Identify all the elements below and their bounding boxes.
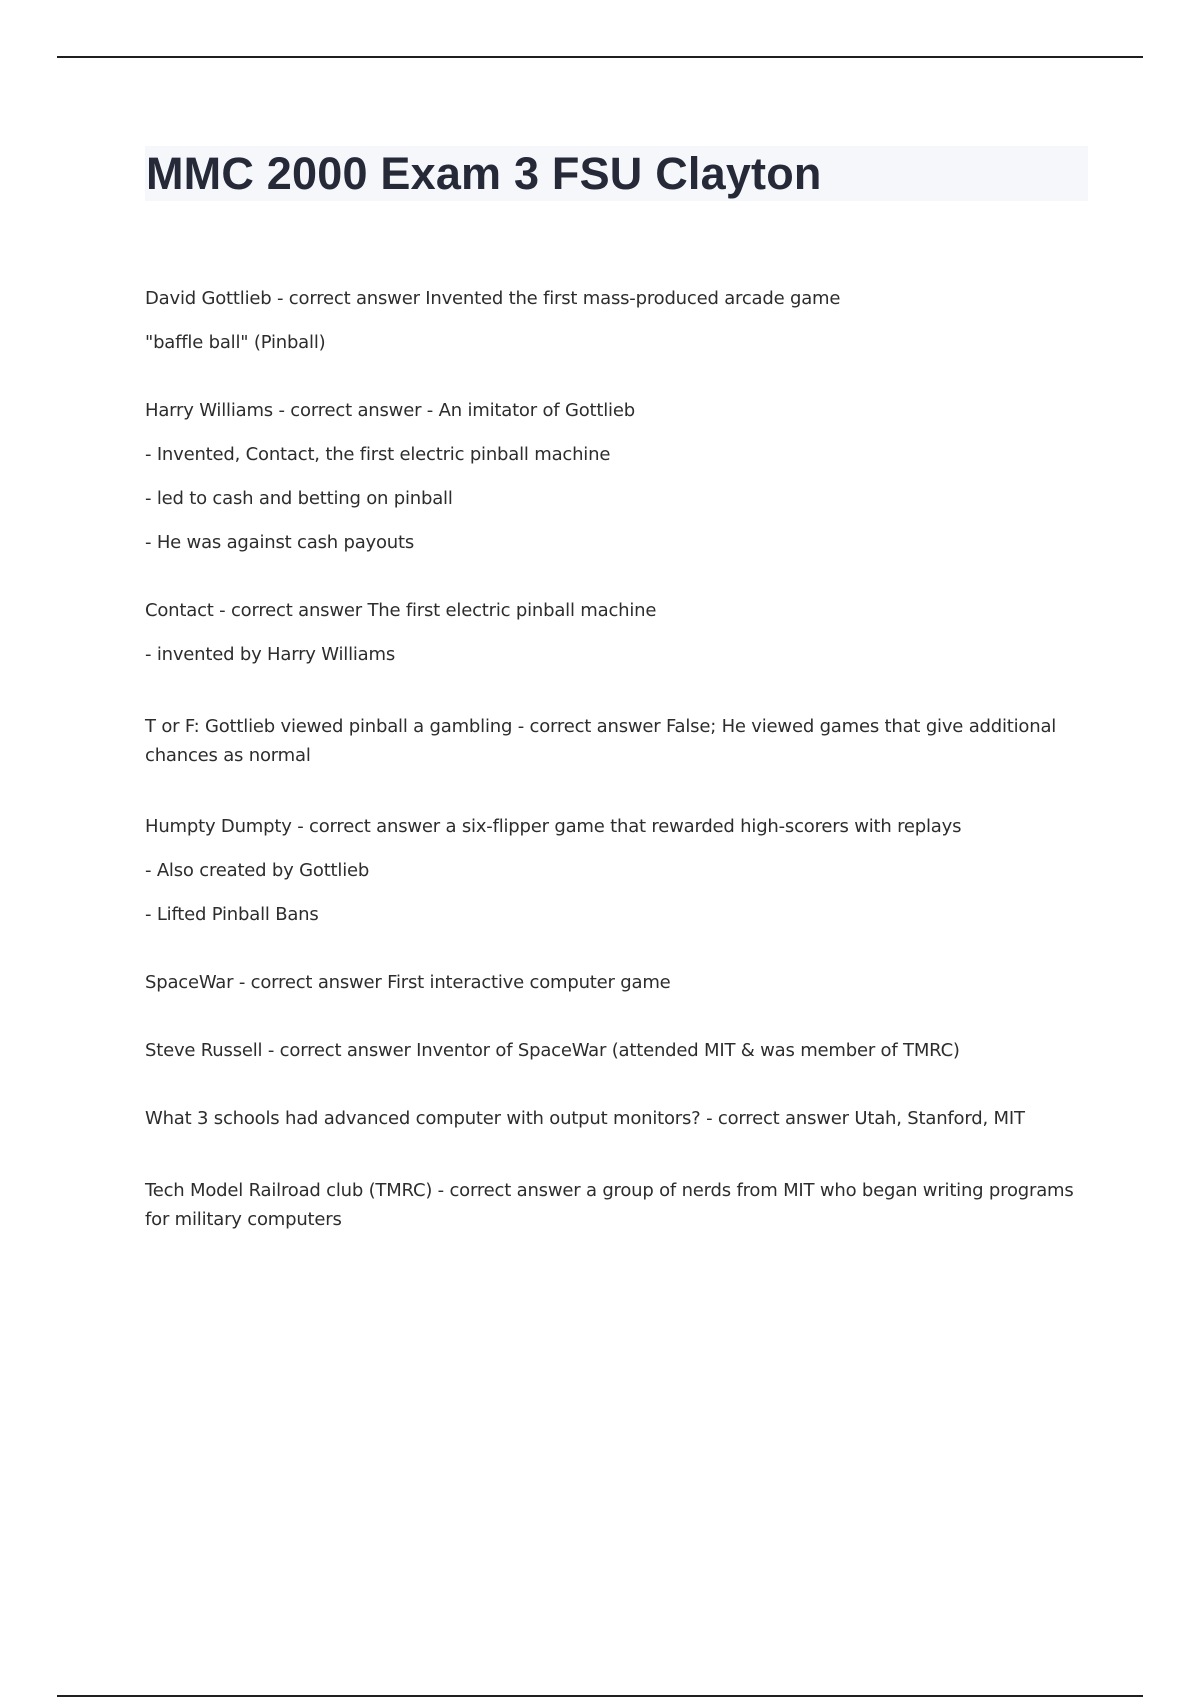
qa-entry-true-false xyxy=(145,712,1085,770)
header-rule xyxy=(57,56,1143,58)
qa-entry-contact xyxy=(145,600,1085,666)
entry-line: Contact - correct answer The first electric pinball machine xyxy=(145,600,657,621)
qa-entry-three-schools xyxy=(145,1108,1085,1130)
entry-line: - Lifted Pinball Bans xyxy=(145,904,319,925)
qa-entry-spacewar xyxy=(145,972,1085,994)
entry-line: - Also created by Gottlieb xyxy=(145,860,370,881)
qa-list xyxy=(145,288,1085,1280)
entry-line: - invented by Harry Williams xyxy=(145,644,396,665)
entry-line: Steve Russell - correct answer Inventor of SpaceWar (attended MIT & was member of TMRC) xyxy=(145,1040,960,1061)
page-title: MMC 2000 Exam 3 FSU Clayton xyxy=(146,148,822,199)
entry-line: "baffle ball" (Pinball) xyxy=(145,332,326,353)
entry-line: Tech Model Railroad club (TMRC) - correct answer a group of nerds from MIT who began writing programs for military computers xyxy=(145,1180,1074,1230)
entry-line: SpaceWar - correct answer First interactive computer game xyxy=(145,972,671,993)
entry-line: - led to cash and betting on pinball xyxy=(145,488,453,509)
entry-line: What 3 schools had advanced computer with output monitors? - correct answer Utah, Stanford, MIT xyxy=(145,1108,1025,1129)
entry-line: - Invented, Contact, the first electric pinball machine xyxy=(145,444,611,465)
qa-entry-david-gottlieb xyxy=(145,288,1085,354)
entry-line: Humpty Dumpty - correct answer a six-flipper game that rewarded high-scorers with replays xyxy=(145,816,962,837)
footer-rule xyxy=(57,1695,1143,1697)
qa-entry-tmrc xyxy=(145,1176,1085,1234)
entry-line: - He was against cash payouts xyxy=(145,532,415,553)
entry-line: T or F: Gottlieb viewed pinball a gambling - correct answer False; He viewed games that give additional chances as normal xyxy=(145,716,1057,766)
qa-entry-steve-russell xyxy=(145,1040,1085,1062)
entry-line: David Gottlieb - correct answer Invented the first mass-produced arcade game xyxy=(145,288,841,309)
entry-line: Harry Williams - correct answer - An imitator of Gottlieb xyxy=(145,400,635,421)
qa-entry-harry-williams xyxy=(145,400,1085,554)
qa-entry-humpty-dumpty xyxy=(145,816,1085,926)
